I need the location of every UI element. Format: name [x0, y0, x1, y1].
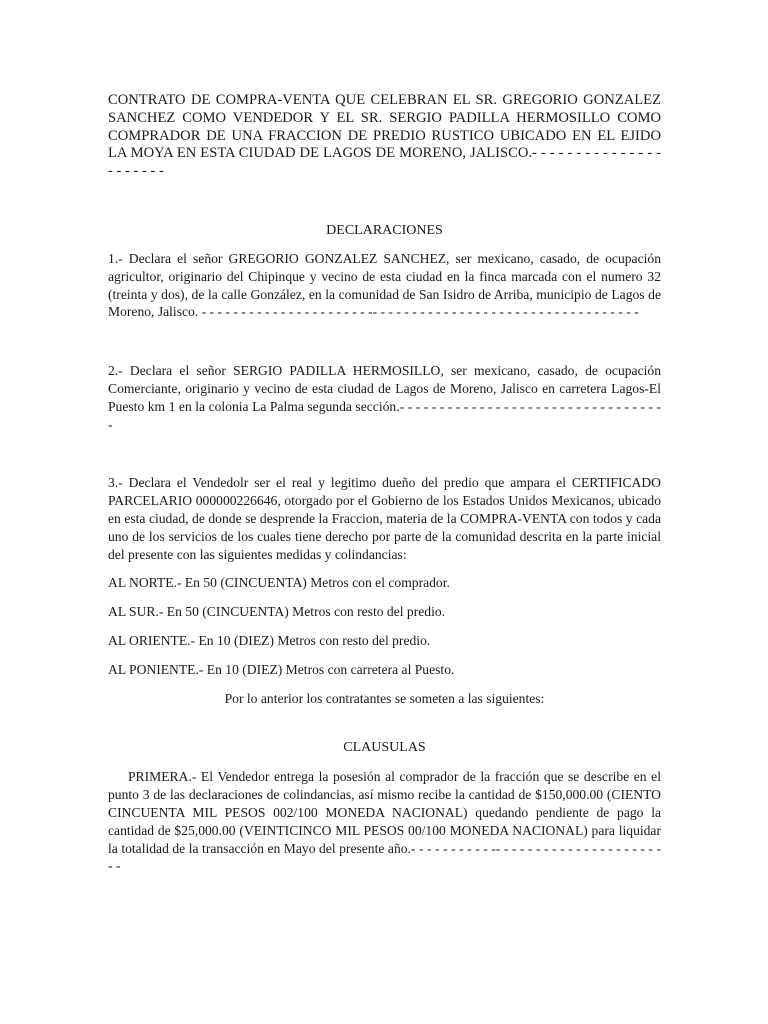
clausula-primera: PRIMERA.- El Vendedor entrega la posesión al comprador de la fracción que se describe en el punto 3 de las declaraciones de colindancias, así mismo recibe la cantidad de $150,000.00 (CIENTO CINCUENTA MIL PESOS 002/100 MONEDA NACIONAL) quedando pendiente de pago la cantidad de $25,000.00 (VEINTICINCO MIL PESOS 00/100 MONEDA NACIONAL) para liquidar la totalidad de la transacción en Mayo del presente año.- - - - - - - - - - -- - - - - - - - - - - - - - - - - - - - - - - [108, 769, 661, 874]
declaracion-2: 2.- Declara el señor SERGIO PADILLA HERMOSILLO, ser mexicano, casado, de ocupación Comerciante, originario y vecino de esta ciudad de Lagos de Moreno, Jalisco en carretera Lagos-El Puesto km 1 en la colonia La Palma segunda sección.- - - - - - - - - - - - - - - - - - - - - - - - - - - - - - - - - - [108, 363, 661, 432]
declaracion-3: 3.- Declara el Vendedolr ser el real y legitimo dueño del predio que ampara el CERTIFICADO PARCELARIO 000000226646, otorgado por el Gobierno de los Estados Unidos Mexicanos, ubicado en esta ciudad, de donde se desprende la Fraccion, materia de la COMPRA-VENTA con todos y cada uno de los servicios de los cuales tiene derecho por parte de la comunidad descrita en la parte inicial del presente con las siguientes medidas y colindancias: [108, 475, 661, 562]
clausulas-heading: CLAUSULAS [343, 740, 426, 756]
colindancia-poniente: AL PONIENTE.- En 10 (DIEZ) Metros con carretera al Puesto. [108, 661, 455, 677]
colindancia-sur: AL SUR.- En 50 (CINCUENTA) Metros con resto del predio. [108, 604, 446, 620]
contract-title-paragraph: CONTRATO DE COMPRA-VENTA QUE CELEBRAN EL SR. GREGORIO GONZALEZ SANCHEZ COMO VENDEDOR Y EL SR. SERGIO PADILLA HERMOSILLO COMO COMPRADOR DE UNA FRACCION DE PREDIO RUSTICO UBICADO EN EL EJIDO LA MOYA EN ESTA CIUDAD DE LAGOS DE MORENO, JALISCO.- - - - - - - - - - - - - - - - - - - - - - [108, 92, 661, 180]
declaraciones-heading: DECLARACIONES [326, 222, 443, 238]
colindancia-oriente: AL ORIENTE.- En 10 (DIEZ) Metros con resto del predio. [108, 632, 431, 648]
document-page [108, 92, 661, 875]
transition-line: Por lo anterior los contratantes se someten a las siguientes: [224, 690, 545, 706]
colindancia-norte: AL NORTE.- En 50 (CINCUENTA) Metros con el comprador. [108, 575, 450, 591]
declaracion-1: 1.- Declara el señor GREGORIO GONZALEZ SANCHEZ, ser mexicano, casado, de ocupación agricultor, originario del Chipinque y vecino de esta ciudad en la finca marcada con el numero 32 (treinta y dos), de la calle González, en la comunidad de San Isidro de Arriba, municipio de Lagos de Moreno, Jalisco. - - - - - - - - - - - - - - - - - - - - - -- - - - - - - - - - - - - - - - - - - - - - - - - - - - - - - - - - [108, 250, 661, 320]
